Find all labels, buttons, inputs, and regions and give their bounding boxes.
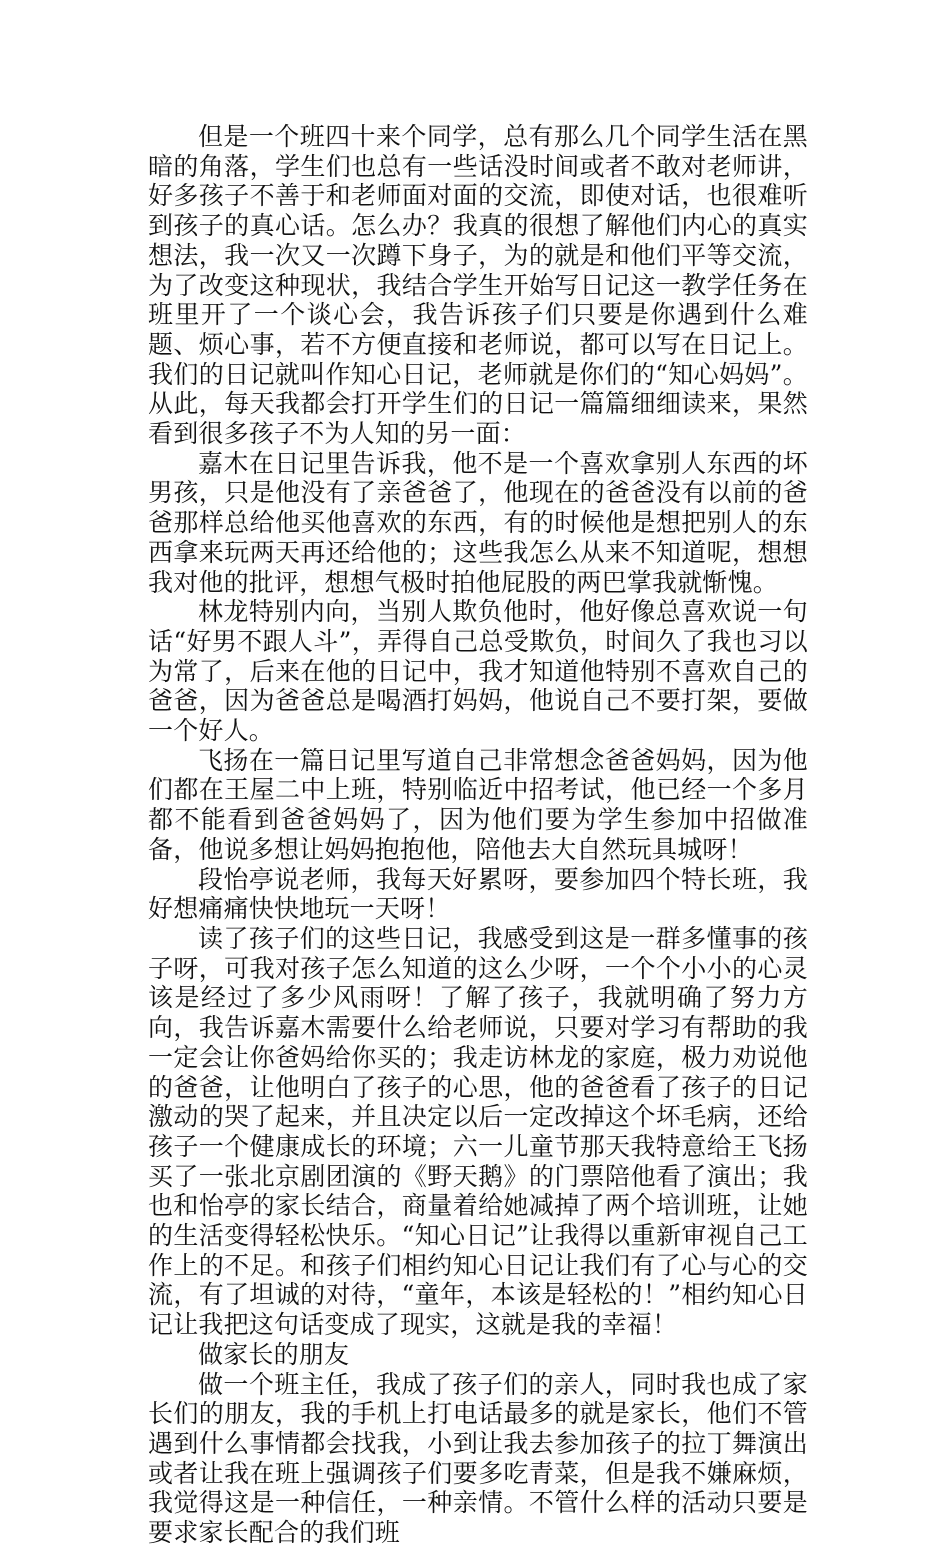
document-body — [148, 122, 808, 1548]
paragraph-jiamu: 嘉木在日记里告诉我，他不是一个喜欢拿别人东西的坏男孩，只是他没有了亲爸爸了，他现在的爸爸没有以前的爸爸那样总给他买他喜欢的东西，有的时候他是想把别人的东西拿来玩两天再还给他的；这些我怎么从来不知道呢，想想我对他的批评，想想气极时拍他屁股的两巴掌我就惭愧。 — [148, 448, 808, 597]
paragraph-intro: 但是一个班四十来个同学，总有那么几个同学生活在黑暗的角落，学生们也总有一些话没时间或者不敢对老师讲，好多孩子不善于和老师面对面的交流，即使对话，也很难听到孩子的真心话。怎么办？我真的很想了解他们内心的真实想法，我一次又一次蹲下身子，为的就是和他们平等交流，为了改变这种现状，我结合学生开始写日记这一教学任务在班里开了一个谈心会，我告诉孩子们只要是你遇到什么难题、烦心事，若不方便直接和老师说，都可以写在日记上。我们的日记就叫作知心日记，老师就是你们的“知心妈妈”。从此，每天我都会打开学生们的日记一篇篇细细读来，果然看到很多孩子不为人知的另一面： — [148, 122, 808, 449]
section-heading: 做家长的朋友 — [198, 1339, 350, 1369]
paragraph-duanyiting: 段怡亭说老师，我每天好累呀，要参加四个特长班，我好想痛痛快快地玩一天呀！ — [148, 864, 808, 924]
paragraph-parents: 做一个班主任，我成了孩子们的亲人，同时我也成了家长们的朋友，我的手机上打电话最多的就是家长，他们不管遇到什么事情都会找我，小到让我去参加孩子的拉丁舞演出或者让我在班上强调孩子们要多吃青菜，但是我不嫌麻烦，我觉得这是一种信任，一种亲情。不管什么样的活动只要是要求家长配合的我们班 — [148, 1369, 808, 1548]
paragraph-linlong: 林龙特别内向，当别人欺负他时，他好像总喜欢说一句话“好男不跟人斗”，弄得自己总受欺负，时间久了我也习以为常了，后来在他的日记中，我才知道他特别不喜欢自己的爸爸，因为爸爸总是喝酒打妈妈，他说自己不要打架，要做一个好人。 — [148, 597, 808, 746]
paragraph-reflection: 读了孩子们的这些日记，我感受到这是一群多懂事的孩子呀，可我对孩子怎么知道的这么少呀，一个个小小的心灵该是经过了多少风雨呀！了解了孩子，我就明确了努力方向，我告诉嘉木需要什么给老师说，只要对学习有帮助的我一定会让你爸妈给你买的；我走访林龙的家庭，极力劝说他的爸爸，让他明白了孩子的心思，他的爸爸看了孩子的日记激动的哭了起来，并且决定以后一定改掉这个坏毛病，还给孩子一个健康成长的环境；六一儿童节那天我特意给王飞扬买了一张北京剧团演的《野天鹅》的门票陪他看了演出；我也和怡亭的家长结合，商量着给她减掉了两个培训班，让她的生活变得轻松快乐。“知心日记”让我得以重新审视自己工作上的不足。和孩子们相约知心日记让我们有了心与心的交流，有了坦诚的对待，“童年，本该是轻松的！”相约知心日记让我把这句话变成了现实，这就是我的幸福！ — [148, 923, 808, 1340]
paragraph-feiyang: 飞扬在一篇日记里写道自己非常想念爸爸妈妈，因为他们都在王屋二中上班，特别临近中招考试，他已经一个多月都不能看到爸爸妈妈了，因为他们要为学生参加中招做准备，他说多想让妈妈抱抱他，陪他去大自然玩具城呀！ — [148, 745, 808, 864]
